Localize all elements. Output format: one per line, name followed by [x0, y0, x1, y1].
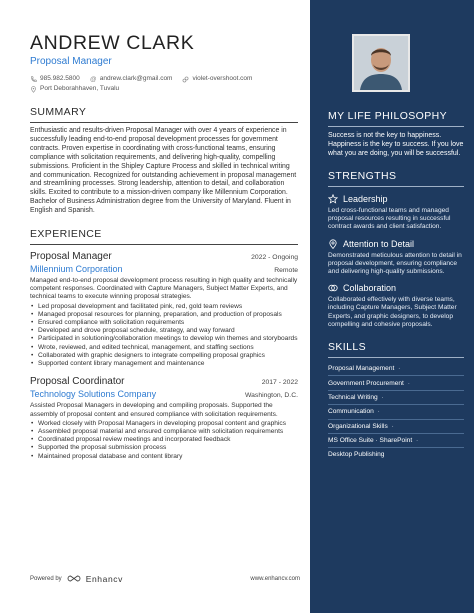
profile-photo — [352, 34, 410, 92]
strength-text: Collaborated effectively with diverse teams, including Capture Managers, Subject Matter Experts, and graphic designers, to develop compelling and cohesive proposals. — [328, 296, 457, 328]
job-entry — [30, 376, 298, 460]
pin-icon — [328, 239, 338, 249]
bullet-item: • Led proposal development and facilitated pink, red, gold team reviews — [30, 303, 298, 311]
sidebar-content — [328, 110, 464, 462]
strength-title: Attention to Detail — [343, 238, 415, 249]
skill-item: Organizational Skills · — [328, 420, 464, 434]
bullet-item: • Worked closely with Proposal Managers in developing proposal content and graphics — [30, 420, 298, 428]
strength-text: Led cross-functional teams and managed proposal resources resulting in successful contract awards and client satisfaction. — [328, 207, 451, 231]
bullet-item: • Wrote, reviewed, and edited technical, management, and staffing sections — [30, 344, 298, 352]
philosophy-text: Success is not the key to happiness. Happiness is the key to success. If you love what you are doing, you will be successful. — [328, 132, 464, 157]
job-company: Technology Solutions Company — [30, 389, 157, 400]
location-pin-icon — [30, 86, 37, 93]
job-description: Assisted Proposal Managers in developing and compiling proposals. Supported the assembly of proposal content and ensured compliance with solicitation requirements. — [30, 402, 278, 418]
philosophy-heading: MY LIFE PHILOSOPHY — [328, 110, 464, 127]
strength-item — [328, 239, 464, 277]
bullet-item: • Ensured compliance with solicitation requirements — [30, 319, 298, 327]
website-text: violet-overshoot.com — [192, 75, 253, 82]
phone-text: 985.982.5800 — [40, 75, 80, 82]
job-dates: 2022 - Ongoing — [251, 254, 298, 262]
strength-text: Demonstrated meticulous attention to detail in proposal development, ensuring compliance and delivering high-quality submissions. — [328, 251, 462, 276]
job-entry — [30, 251, 298, 368]
phone-contact — [30, 74, 80, 84]
job-bullets — [30, 303, 298, 369]
job-location: Remote — [274, 267, 298, 275]
at-icon: @ — [89, 75, 97, 83]
candidate-title: Proposal Manager — [30, 56, 112, 67]
job-company: Millennium Corporation — [30, 264, 123, 275]
contact-info — [30, 74, 298, 94]
footer-url[interactable]: www.enhancv.com — [250, 576, 300, 582]
bullet-item: • Managed proposal resources for planning, preparation, and production of proposals — [30, 311, 298, 319]
bullet-item: • Supported content library management and maintenance — [30, 360, 298, 368]
bullet-item: • Developed and drove proposal schedule, strategy, and way forward — [30, 327, 298, 335]
sidebar — [310, 0, 474, 613]
bullet-item: • Assembled proposal material and ensured compliance with solicitation requirements — [30, 428, 298, 436]
bullet-item: • Coordinated proposal review meetings and incorporated feedback — [30, 436, 298, 444]
job-role: Proposal Coordinator — [30, 376, 125, 388]
skills-list — [328, 362, 464, 462]
skill-item: Technical Writing · — [328, 391, 464, 405]
summary-text: Enthusiastic and results-driven Proposal Manager with over 4 years of experience in successfully leading end-to-end proposal development processes for government contracts. Proven expertise in coordinating with cross-functional teams, ensuring compliance with solicitation requirements, and delivering high-quality, compelling submissions. Proficient in the Shipley Capture Process and skilled in technical writing and communication. Recognized for outstanding achievement in proposal management and streamlining processes. Strong leadership, attention to detail, and collaboration skills. Excited to contribute to a mission-driven company like Millennium Corporation. Bachelor of Business Administration degree from the University of Maryland. Fluent in English and Spanish. — [30, 127, 297, 215]
skill-item: Communication · — [328, 405, 464, 419]
email-contact[interactable] — [90, 74, 173, 84]
job-bullets — [30, 420, 298, 461]
email-text: andrew.clark@gmail.com — [99, 75, 173, 82]
candidate-name: ANDREW CLARK — [30, 32, 195, 54]
skill-item: Government Procurement · — [328, 376, 464, 390]
main-column — [30, 32, 298, 461]
skill-item: Proposal Management · — [328, 362, 464, 376]
strengths-heading: STRENGTHS — [328, 170, 464, 187]
link-icon — [182, 76, 189, 83]
star-icon — [328, 194, 338, 204]
bullet-item: • Supported the proposal submission process — [30, 444, 298, 452]
skill-item: MS Office Suite · SharePoint · — [328, 434, 464, 448]
bullet-item: • Participated in solutioning/collaboration meetings to develop win themes and storyboards — [30, 335, 298, 343]
job-description: Managed end-to-end proposal development process resulting in high quality and technically competent responses. Coordinated with Capture Managers, Subject Matter Experts, and technical teams to execute winning proposal strategies. — [30, 277, 298, 301]
enhancv-brand-text: Enhancv — [85, 574, 123, 584]
skills-heading: SKILLS — [328, 341, 464, 358]
summary-heading: SUMMARY — [30, 106, 298, 123]
skill-item: Desktop Publishing — [328, 451, 385, 459]
website-contact[interactable] — [182, 74, 252, 84]
job-role: Proposal Manager — [30, 251, 112, 263]
footer — [30, 573, 300, 585]
experience-heading: EXPERIENCE — [30, 228, 298, 245]
enhancv-logo-icon — [67, 575, 81, 584]
bullet-item: • Maintained proposal database and content library — [30, 453, 298, 461]
strength-item — [328, 283, 464, 329]
location-contact — [30, 84, 119, 94]
phone-icon — [30, 76, 37, 83]
job-dates: 2017 - 2022 — [261, 379, 298, 387]
strength-title: Leadership — [343, 194, 388, 204]
job-location: Washington, D.C. — [244, 392, 298, 400]
footer-brand — [30, 574, 123, 584]
location-text: Port Deborahhaven, Tuvalu — [40, 85, 120, 92]
strength-title: Collaboration — [343, 283, 397, 294]
powered-by-text: Powered by — [30, 576, 62, 582]
bullet-item: • Collaborated with graphic designers to integrate compelling proposal graphics — [30, 352, 298, 360]
strength-item — [328, 194, 464, 232]
collaboration-icon — [328, 283, 338, 293]
